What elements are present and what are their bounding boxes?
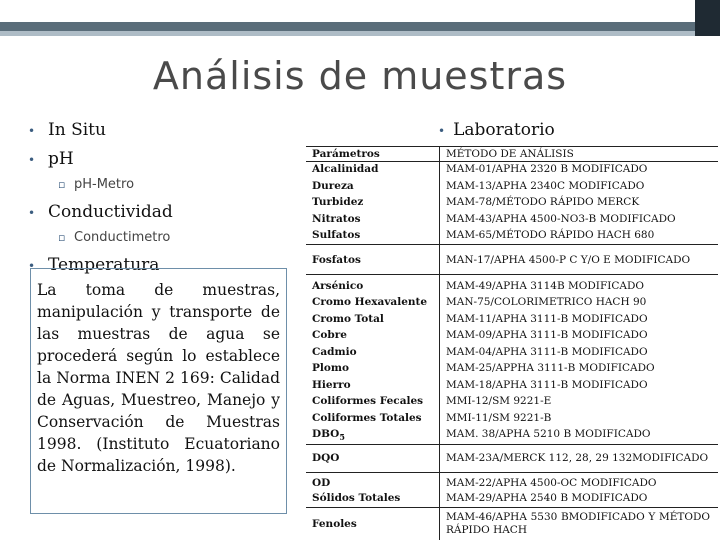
header-band — [0, 22, 720, 31]
laboratorio-heading: • Laboratorio — [438, 120, 555, 140]
table-header — [306, 146, 718, 162]
corner-block — [695, 0, 720, 36]
row-separator — [306, 244, 718, 245]
bullet-in-situ: • In Situ — [28, 118, 298, 143]
dbo-subscript: 5 — [339, 432, 345, 443]
header-method: MÉTODO DE ANÁLISIS — [446, 148, 574, 160]
sub-bullet-icon: ▫ — [58, 178, 66, 191]
sub-bullet-icon: ▫ — [58, 231, 66, 244]
in-situ-list — [28, 118, 298, 282]
lab-methods-table: Parámetros MÉTODO DE ANÁLISIS Alcalinidad MAM-01/APHA 2320 B MODIFICADO Dureza MAM-13/APHA 2340C MODIFICADO Turbidez MAM-78/MÉTODO RÁPIDO MERCK Nitratos MAM-43/APHA 4500-NO3-B MODIFICADO Sulfatos MAM-65/MÉTODO RÁPIDO HACH 680 Fosfatos MAN-17/APHA 4500-P C Y/O E MODIFICADO Arsénico MAM-49/APHA 3114B MODIFICADO Cromo Hexavalente MAN-75/COLORIMETRICO HACH 90 Cromo Total MAM-11/APHA 3111-B MODIFICADO Cobre MAM-09/APHA 3111-B MODIFICADO Cadmio MAM-04/APHA 3111-B MODIFICADO Plomo MAM-25/APPHA 3111-B MODIFICADO Hierro MAM-18/APHA 3111-B MODIFICADO Coliformes Fecales MMI-12/SM 9221-E Coliformes Totales MMI-11/SM 9221-B $DBO_5$ MAM. 38/APHA 5210 B MODIFICADO DQO MAM-23A/MERCK 112, 28, 29 132MODIFICADO OD MAM-22/APHA 4500-OC MODIFICADO Sólidos Totales MAM-29/APHA 2540 B MODIFICADO Fenoles MAM-46/APHA 5530 BMODIFICADO Y MÉTODO RÁPIDO HACH — [306, 146, 718, 540]
bullet-dot-icon: • — [28, 153, 36, 167]
row-separator — [306, 444, 718, 445]
sub-bullet-ph-metro: ▫ pH-Metro — [58, 177, 135, 192]
row-separator — [306, 507, 718, 508]
header-band-light — [0, 31, 720, 36]
bullet-dot-icon: • — [28, 124, 36, 138]
row-separator — [306, 274, 718, 275]
bullet-dot-icon: • — [28, 259, 36, 273]
bullet-temperatura: • Temperatura — [28, 253, 298, 278]
slide-title: Análisis de muestras — [152, 54, 568, 98]
sampling-note-box: La toma de muestras, manipulación y transporte de las muestras de agua se procederá según lo establece la Norma INEN 2 169: Calidad de Aguas, Muestreo, Manejo y Conservación de Muestras 1998. (Instituto Ecuatoriano de Normalización, 1998). — [30, 268, 287, 514]
fenoles-method: MAM-46/APHA 5530 BMODIFICADO Y MÉTODO RÁPIDO HACH — [446, 511, 710, 536]
column-divider — [439, 146, 440, 540]
top-bar — [0, 0, 720, 22]
sub-bullet-conductimetro: ▫ Conductimetro — [58, 230, 171, 245]
header-param: Parámetros — [312, 148, 380, 160]
bullet-dot-icon: • — [28, 206, 36, 220]
row-separator — [306, 472, 718, 473]
bullet-conductividad: • Conductividad — [28, 200, 298, 225]
bullet-dot-icon: • — [438, 124, 446, 138]
bullet-ph: • pH — [28, 147, 298, 172]
